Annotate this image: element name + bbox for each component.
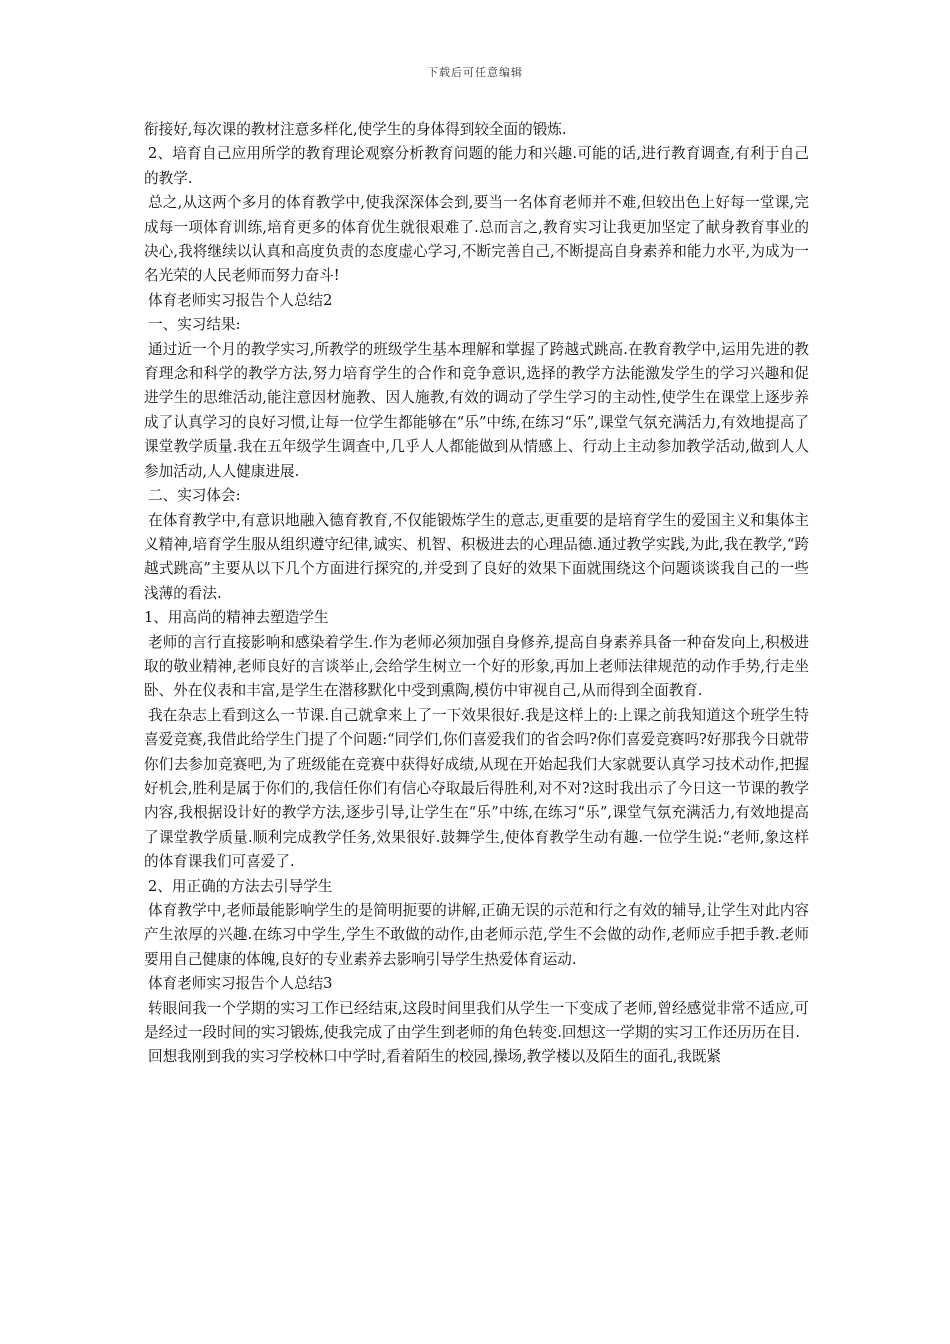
section-title-3: 体育老师实习报告个人总结3 <box>148 975 333 993</box>
paragraph-point-2: 2、培育自己应用所学的教育理论观察分析教育问题的能力和兴趣.可能的话,进行教育调查,有利于自己的教学. <box>144 145 809 187</box>
paragraph-experience: 在体育教学中,有意识地融入德育教育,不仅能锻炼学生的意志,更重要的是培育学生的爱国主义和集体主义精神,培育学生服从组织遵守纪律,诚实、机智、积极进去的心理品德.通过教学实践,为此,我在教学,“跨越式跳高”主要从以下几个方面进行探究的,并受到了良好的效果下面就围绕这个问题谈谈我自己的一些浅薄的看法. <box>144 511 809 602</box>
paragraph-conclusion: 总之,从这两个多月的体育教学中,使我深深体会到,要当一名体育老师并不难,但较出色上好每一堂课,完成每一项体育训练,培育更多的体育优生就很艰难了.总而言之,教育实习让我更加坚定了献身教育事业的决心,我将继续以认真和高度负责的态度虚心学习,不断完善自己,不断提高自身素养和能力水平,为成为一名光荣的人民老师而努力奋斗! <box>144 194 809 285</box>
paragraph-results: 通过近一个月的教学实习,所教学的班级学生基本理解和掌握了跨越式跳高.在教育教学中,运用先进的教育理念和科学的教学方法,努力培育学生的合作和竞争意识,选择的教学方法能激发学生的学习兴趣和促进学生的思维活动,能注意因材施教、因人施教,有效的调动了学生学习的主动性,使学生在课堂上逐步养成了认真学习的良好习惯,让每一位学生都能够在“乐”中练,在练习“乐”,课堂气氛充满活力,有效地提高了课堂教学质量.我在五年级学生调查中,几乎人人都能做到从情感上、行动上主动参加教学活动,做到人人参加活动,人人健康进展. <box>144 340 809 480</box>
paragraph-arrival: 回想我刚到我的实习学校林口中学时,看着陌生的校园,操场,教学楼以及陌生的面孔,我既紧 <box>148 1048 722 1066</box>
page-header: 下载后可任意编辑 <box>427 66 523 79</box>
section-title-2: 体育老师实习报告个人总结2 <box>148 291 333 309</box>
subheading-method: 2、用正确的方法去引导学生 <box>148 877 333 895</box>
paragraph-continuation: 衔接好,每次课的教材注意多样化,使学生的身体得到较全面的锻炼. <box>144 121 567 138</box>
paragraph-spirit: 老师的言行直接影响和感染着学生.作为老师必须加强自身修养,提高自身素养具备一种奋发向上,积极进取的敬业精神,老师良好的言谈举止,会给学生树立一个好的形象,再加上老师法律规范的动作手势,行走坐卧、外在仪表和丰富,是学生在潜移默化中受到熏陶,模仿中审视自己,从而得到全面教育. <box>144 633 809 700</box>
subheading-results: 一、实习结果: <box>148 316 241 334</box>
paragraph-lesson-story: 我在杂志上看到这么一节课.自己就拿来上了一下效果很好.我是这样上的:上课之前我知道这个班学生特喜爱竞赛,我借此给学生门提了个问题:“同学们,你们喜爱我们的省会吗?你们喜爱竞赛吗?好那我今日就带你们去参加竞赛吧,为了班级能在竞赛中获得好成绩,从现在开始起我们大家就要认真学习技术动作,把握好机会,胜利是属于你们的,我信任你们有信心夺取最后得胜利,对不对?这时我出示了今日这一节课的教学内容,我根据设计好的教学方法,逐步引导,让学生在“乐”中练,在练习“乐”,课堂气氛充满活力,有效地提高了课堂教学质量.顺利完成教学任务,效果很好.鼓舞学生,使体育教学生动有趣.一位学生说:“老师,象这样的体育课我们可喜爱了. <box>144 706 809 871</box>
subheading-experience: 二、实习体会: <box>148 487 241 505</box>
subheading-spirit: 1、用高尚的精神去塑造学生 <box>144 609 329 627</box>
paragraph-method: 体育教学中,老师最能影响学生的是简明扼要的讲解,正确无误的示范和行之有效的辅导,让学生对此内容产生浓厚的兴趣.在练习中学生,学生不敢做的动作,由老师示范,学生不会做的动作,老师应手把手教.老师要用自己健康的体魄,良好的专业素养去影响引导学生热爱体育运动. <box>144 902 809 968</box>
document-body <box>144 118 809 1070</box>
paragraph-semester: 转眼间我一个学期的实习工作已经结束,这段时间里我们从学生一下变成了老师,曾经感觉非常不适应,可是经过一段时间的实习锻炼,使我完成了由学生到老师的角色转变.回想这一学期的实习工作还历历在目. <box>144 999 809 1042</box>
